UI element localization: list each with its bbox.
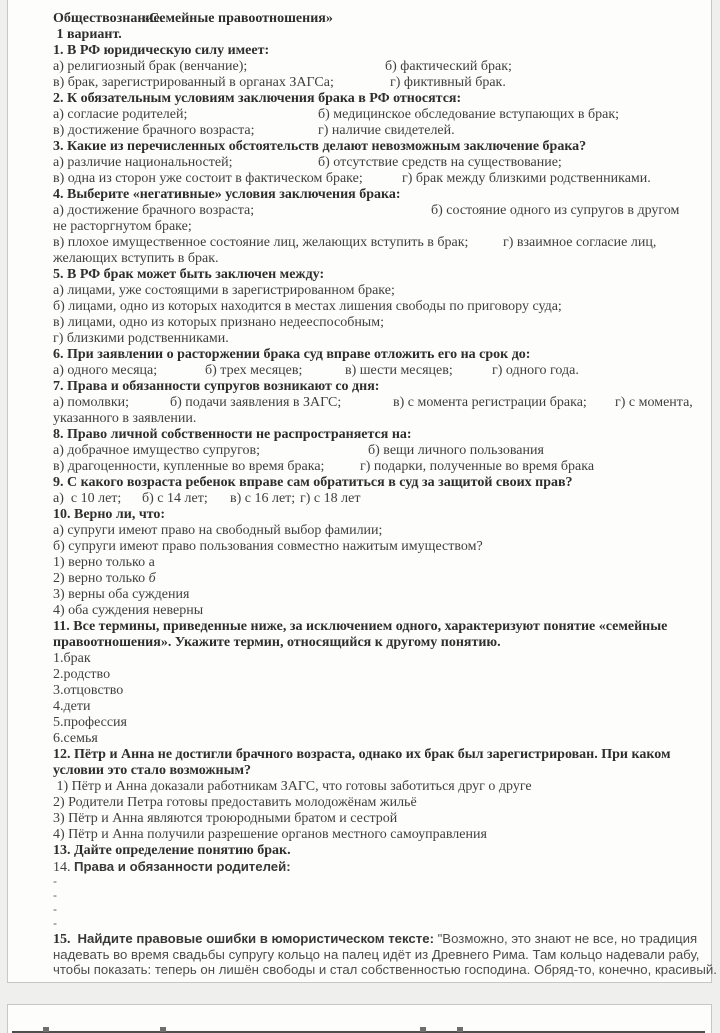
q3-header xyxy=(53,139,701,155)
cutoff-letter-fragment xyxy=(457,1027,463,1032)
text-segment: 1 вариант. xyxy=(53,27,122,42)
q5-option-g xyxy=(53,331,701,347)
doc-title xyxy=(53,11,701,27)
text-segment: 1.брак xyxy=(53,651,91,666)
text-segment: в) с 16 лет; xyxy=(230,491,296,506)
q11-term-2 xyxy=(53,667,701,683)
q8-header xyxy=(53,427,701,443)
q5-option-v xyxy=(53,315,701,331)
q10-choice-2 xyxy=(53,571,701,587)
q12-choice-1 xyxy=(53,779,701,795)
text-segment: а) достижение брачного возраста; xyxy=(53,203,255,218)
q10-statement-b xyxy=(53,539,701,555)
q12-header-line1 xyxy=(53,747,701,763)
text-segment: 3) Пётр и Анна являются троюродными братом и сестрой xyxy=(53,811,398,826)
text-segment: 4.дети xyxy=(53,699,91,714)
text-segment: 14. xyxy=(53,860,74,875)
q15-line1 xyxy=(53,931,701,947)
text-segment: не расторгнутом браке; xyxy=(53,219,192,234)
test-page-variant-1 xyxy=(7,0,717,983)
text-segment: б) отсутствие средств на существование; xyxy=(318,155,562,170)
text-segment: - xyxy=(53,902,57,916)
text-segment: б) лицами, одно из которых находится в местах лишения свободы по приговору суда; xyxy=(53,299,562,314)
text-segment: 3) верны оба суждения xyxy=(53,587,190,602)
text-segment: г) близкими родственниками. xyxy=(53,331,229,346)
q5-header xyxy=(53,267,701,283)
text-segment: правоотношения». Укажите термин, относящийся к другому понятию. xyxy=(53,635,501,650)
text-segment: б) фактический брак; xyxy=(385,59,512,74)
q10-choice-4 xyxy=(53,603,701,619)
text-segment: Найдите правовые ошибки в юмористическом тексте: xyxy=(77,931,438,946)
q11-term-5 xyxy=(53,715,701,731)
text-segment: г) одного года. xyxy=(492,363,579,378)
text-segment: в) драгоценности, купленные во время брака; xyxy=(53,459,325,474)
text-segment: а) согласие родителей; xyxy=(53,107,188,122)
text-segment: "Возможно, это знают не все, но традиция xyxy=(437,931,698,946)
text-segment: 2. К обязательным условиям заключения брака в РФ относятся: xyxy=(53,91,462,106)
text-segment: 3.отцовство xyxy=(53,683,124,698)
q3-options-ab xyxy=(53,155,701,171)
q13-header xyxy=(53,843,701,859)
text-segment: в) лицами, одно из которых признано недееспособным; xyxy=(53,315,384,330)
text-segment: 7. Права и обязанности супругов возникают со дня: xyxy=(53,379,380,394)
q11-term-3 xyxy=(53,683,701,699)
q2-header xyxy=(53,91,701,107)
text-segment: а) помолвки; xyxy=(53,395,130,410)
text-segment: г) брак между близкими родственниками. xyxy=(402,171,651,186)
q15-line2 xyxy=(53,947,701,963)
q14-blank-line-3 xyxy=(53,903,701,917)
text-segment: б) трех месяцев; xyxy=(205,363,303,378)
text-segment: «Семейные правоотношения» xyxy=(142,11,333,26)
text-segment: Права и обязанности родителей: xyxy=(74,859,291,874)
q10-statement-a xyxy=(53,523,701,539)
text-segment: в) плохое имущественное состояние лиц, желающих вступить в брак; xyxy=(53,235,469,250)
text-segment: условии это стало возможным? xyxy=(53,763,252,778)
text-segment: желающих вступить в брак. xyxy=(53,251,219,266)
text-segment: - xyxy=(53,888,57,902)
text-segment: а) супруги имеют право на свободный выбор фамилии; xyxy=(53,523,383,538)
text-segment: в) достижение брачного возраста; xyxy=(53,123,255,138)
text-segment: 2) верно только xyxy=(53,571,149,586)
text-segment: г) фиктивный брак. xyxy=(390,75,506,90)
q5-option-a xyxy=(53,283,701,299)
q1-options-vg xyxy=(53,75,701,91)
text-segment: - xyxy=(53,874,57,888)
text-segment: в) брак, зарегистрированный в органах ЗАГСа; xyxy=(53,75,334,90)
text-segment: 5.профессия xyxy=(53,715,127,730)
text-segment: 15. xyxy=(53,932,78,947)
q8-options-ab xyxy=(53,443,701,459)
q4-options-a-b xyxy=(53,203,701,219)
text-segment: 11. Все термины, приведенные ниже, за исключением одного, характеризуют понятие «семейные xyxy=(53,619,668,634)
text-segment: чтобы показать: теперь он лишён свободы и стал собственностью господина. Обряд-то, конечно, красивый. xyxy=(53,962,717,977)
q10-header xyxy=(53,507,701,523)
text-segment: 5. В РФ брак может быть заключен между: xyxy=(53,267,325,282)
document-content xyxy=(8,0,717,978)
text-segment: а) добрачное имущество супругов; xyxy=(53,443,260,458)
q7-header xyxy=(53,379,701,395)
text-segment: 1) Пётр и Анна доказали работникам ЗАГС, что готовы заботиться друг о друге xyxy=(53,779,532,794)
text-segment: 9. С какого возраста ребенок вправе сам обратиться в суд за защитой своих прав? xyxy=(53,475,573,490)
q3-options-vg xyxy=(53,171,701,187)
text-segment: а) различие национальностей; xyxy=(53,155,233,170)
q1-options-ab xyxy=(53,59,701,75)
q7-options xyxy=(53,395,701,411)
text-segment: 10. Верно ли, что: xyxy=(53,507,166,522)
text-segment: 12. Пётр и Анна не достигли брачного возраста, однако их брак был зарегистрирован. При каком xyxy=(53,747,671,762)
q14-blank-line-2 xyxy=(53,889,701,903)
text-segment: 1. В РФ юридическую силу имеет: xyxy=(53,43,270,58)
text-segment: б) состояние одного из супругов в другом xyxy=(431,203,680,218)
q6-header xyxy=(53,347,701,363)
q9-header xyxy=(53,475,701,491)
text-segment: б) подачи заявления в ЗАГС; xyxy=(170,395,342,410)
cutoff-letter-fragment xyxy=(420,1027,426,1032)
text-segment: - xyxy=(53,916,57,930)
q12-choice-4 xyxy=(53,827,701,843)
q12-choice-3 xyxy=(53,811,701,827)
text-segment: указанного в заявлении. xyxy=(53,411,197,426)
text-segment: 3. Какие из перечисленных обстоятельств делают невозможным заключение брака? xyxy=(53,139,587,154)
text-segment: 8. Право личной собственности не распространяется на: xyxy=(53,427,412,442)
q4-options-v-g xyxy=(53,235,701,251)
cutoff-letter-fragment xyxy=(43,1027,49,1032)
q14-header xyxy=(53,859,701,875)
text-segment: б) вещи личного пользования xyxy=(368,443,544,458)
text-segment: г) наличие свидетелей. xyxy=(318,123,455,138)
q8-options-vg xyxy=(53,459,701,475)
text-segment: надевать во время свадьбы супругу кольцо на палец идёт из Древнего Рима. Там кольцо надевали рабу, xyxy=(53,946,700,962)
text-segment: б) медицинское обследование вступающих в брак; xyxy=(318,107,620,122)
q6-options xyxy=(53,363,701,379)
q11-header-line2 xyxy=(53,635,701,651)
text-segment: 6. При заявлении о расторжении брака суд вправе отложить его на срок до: xyxy=(53,347,531,362)
text-segment: Обществознание. xyxy=(53,11,164,26)
q5-option-b xyxy=(53,299,701,315)
q14-blank-line-4 xyxy=(53,917,701,931)
q2-options-vg xyxy=(53,123,701,139)
text-segment: 2.родство xyxy=(53,667,111,682)
q11-header-line1 xyxy=(53,619,701,635)
q11-term-1 xyxy=(53,651,701,667)
q7-option-g-cont xyxy=(53,411,701,427)
text-segment: а) лицами, уже состоящими в зарегистрированном браке; xyxy=(53,283,395,298)
text-segment: а) одного месяца; xyxy=(53,363,158,378)
q10-choice-1 xyxy=(53,555,701,571)
cutoff-letter-fragment xyxy=(160,1027,166,1032)
q9-options xyxy=(53,491,701,507)
variant-label xyxy=(53,27,701,43)
q4-option-b-cont xyxy=(53,219,701,235)
q15-line3 xyxy=(53,962,717,978)
text-segment: 2) Родители Петра готовы предоставить молодожёнам жильё xyxy=(53,795,417,810)
q11-term-6 xyxy=(53,731,701,747)
q4-header xyxy=(53,187,701,203)
text-segment: г) с момента, xyxy=(615,395,693,410)
q2-options-ab xyxy=(53,107,701,123)
text-segment: 1) верно только а xyxy=(53,555,155,570)
text-segment: в) с момента регистрации брака; xyxy=(393,395,587,410)
text-segment: 4. Выберите «негативные» условия заключения брака: xyxy=(53,187,401,202)
text-segment: 6.семья xyxy=(53,731,98,746)
text-segment: б) супруги имеют право пользования совместно нажитым имуществом? xyxy=(53,539,483,554)
next-page-top-edge xyxy=(7,1004,712,1033)
q1-header xyxy=(53,43,701,59)
text-segment: а) религиозный брак (венчание); xyxy=(53,59,248,74)
q12-header-line2 xyxy=(53,763,701,779)
text-segment: а) с 10 лет; xyxy=(53,491,122,506)
text-segment: в) одна из сторон уже состоит в фактическом браке; xyxy=(53,171,363,186)
text-segment: 4) Пётр и Анна получили разрешение органов местного самоуправления xyxy=(53,827,487,842)
text-segment: г) подарки, полученные во время брака xyxy=(360,459,595,474)
q4-option-g-cont xyxy=(53,251,701,267)
text-segment: г) с 18 лет xyxy=(300,491,361,506)
text-segment: б xyxy=(148,571,156,586)
text-segment: 4) оба суждения неверны xyxy=(53,603,204,618)
q11-term-4 xyxy=(53,699,701,715)
q14-blank-line-1 xyxy=(53,875,701,889)
text-segment: в) шести месяцев; xyxy=(345,363,453,378)
q10-choice-3 xyxy=(53,587,701,603)
text-segment: б) с 14 лет; xyxy=(142,491,208,506)
text-segment: г) взаимное согласие лиц, xyxy=(503,235,657,250)
text-segment: 13. Дайте определение понятию брак. xyxy=(53,843,291,858)
q12-choice-2 xyxy=(53,795,701,811)
